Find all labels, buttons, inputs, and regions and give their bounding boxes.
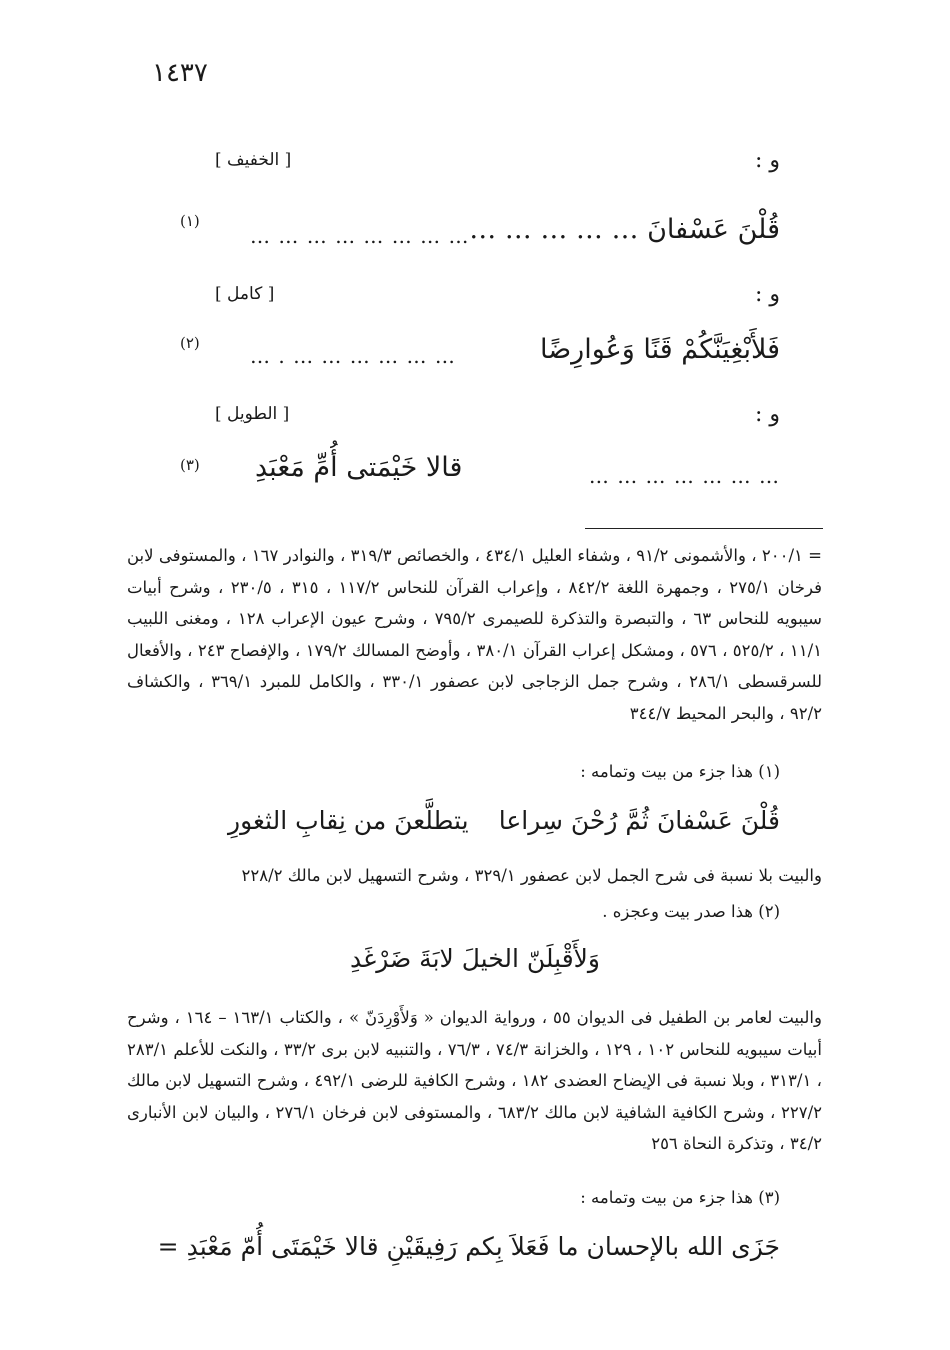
verse-2-dots: … … … … … … . …: [250, 344, 456, 368]
page-number: ١٤٣٧: [152, 58, 208, 88]
verse-2-label: و :: [754, 282, 780, 307]
verse-1-footnote-mark: (١): [180, 212, 200, 230]
footnote-2-body: والبيت لعامر بن الطفيل فى الديوان ٥٥ ، ورواية الديوان « وَلأَوْرِدَنّ » ، والكتاب ١٦٣/١ – ١٦٤ ، وشرح أبيات سيبويه للنحاس ١٠٢ ، ١٢٩ ، والخزانة ٧٤/٣ ، ٧٦/٣ ، والتنبيه لابن برى ٣٣/٢ ، والنكت للأعلم ٢٨٣/١ ، ٣١٣/١ ، وبلا نسبة فى الإيضاح العضدى ١٨٢ ، وشرح الكافية للرضى ٤٩٢/١ ، وشرح التسهيل لابن مالك ٢٢٧/٢ ، وشرح الكافية الشافية لابن مالك ٦٨٣/٢ ، والمستوفى لابن فرخان ٢٧٦/١ ، والبيان لابن الأنبارى ٣٤/٢ ، وتذكرة النحاة ٢٥٦: [127, 1008, 822, 1153]
footnote-continuation: = ٢٠٠/١ ، والأشمونى ٩١/٢ ، وشفاء العليل ٤٣٤/١ ، والخصائص ٣١٩/٣ ، والنوادر ١٦٧ ، والمستوفى لابن فرخان ٢٧٥/١ ، وجمهرة اللغة ٨٤٢/٢ ، وإعراب القرآن للنحاس ١١٧/٢ ، ٣١٥ ، ٢٣٠/٥ ، وشرح أبيات سيبويه للنحاس ٦٣ ، والتبصرة والتذكرة للصيمرى ٧٩٥/٢ ، وشرح عيون الإعراب ١٢٨ ، ومغنى اللبيب ١١/١ ، ٥٢٥/٢ ، ٥٧٦ ، ومشكل إعراب القرآن ٣٨٠/١ ، وأوضح المسالك ١٧٩/٢ ، والإفصاح ٢٤٣ ، والأفعال للسرقسطى ٢٨٦/١ ، وشرح جمل الزجاجى لابن عصفور ٣٣٠/١ ، والكامل للمبرد ٣٦٩/١ ، والكشاف ٩٢/٢ ، والبحر المحيط ٣٤٤/٧: [127, 546, 823, 723]
footnote-1-verse-first-hemistich: قُلْنَ عَسْفانَ ثُمَّ رُحْنَ سِراعا: [498, 806, 780, 835]
verse-2-text: فَلأَبْغِيَنَّكُمْ قَنًا وَعُوارِضًا: [540, 334, 780, 365]
footnote-2-verse: وَلأَقْبِلَنّ الخيلَ لابَةَ ضَرْغَدِ: [350, 944, 600, 973]
footnote-1-heading: (١) هذا جزء من بيت وتمامه :: [580, 762, 780, 781]
footnote-1-body: والبيت بلا نسبة فى شرح الجمل لابن عصفور ٣٢٩/١ ، وشرح التسهيل لابن مالك ٢٢٨/٢: [241, 866, 822, 885]
verse-1-label: و :: [754, 148, 780, 173]
verse-3-text: قالا خَيْمَتى أُمِّ مَعْبَدِ: [255, 452, 463, 483]
verse-1-dots: … … … … … … … …: [250, 224, 470, 248]
verse-3-footnote-mark: (٣): [180, 456, 200, 474]
footnote-separator: [585, 528, 823, 529]
verse-3-dots: … … … … … … …: [588, 464, 780, 488]
footnote-2-heading: (٢) هذا صدر بيت وعجزه .: [602, 902, 780, 921]
verse-2-meter: [ كامل ]: [215, 284, 275, 304]
footnote-1-verse-second-hemistich: يتطلَّعنَ من نِقابِ الثغورِ: [228, 806, 469, 835]
verse-1-text: قُلْنَ عَسْفانَ … … … … …: [469, 214, 780, 245]
footnote-3-heading: (٣) هذا جزء من بيت وتمامه :: [580, 1188, 780, 1207]
verse-3-label: و :: [754, 402, 780, 427]
verse-1-meter: [ الخفيف ]: [215, 150, 292, 170]
verse-3-meter: [ الطويل ]: [215, 404, 290, 424]
verse-2-footnote-mark: (٢): [180, 334, 200, 352]
footnote-3-verse: جَزَى الله بالإحسان ما فَعَلاَ بِكم رَفِيقَيْنِ قالا خَيْمَتَى أُمّ مَعْبَدِ =: [157, 1232, 780, 1261]
